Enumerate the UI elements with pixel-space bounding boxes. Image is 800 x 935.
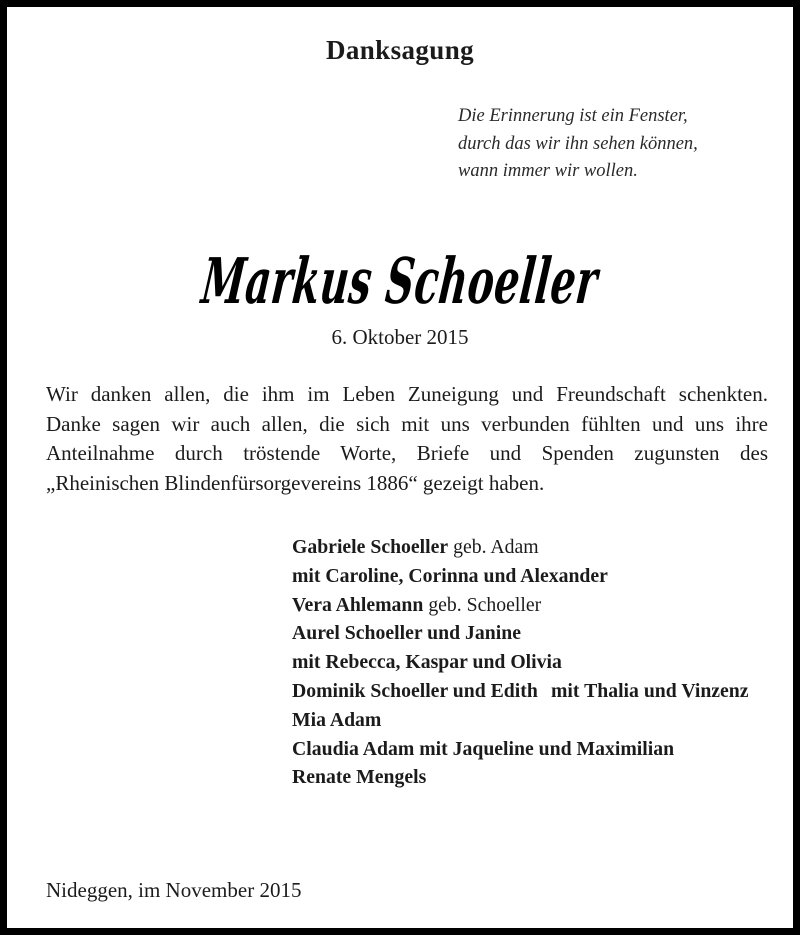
family-name: Renate Mengels	[292, 766, 427, 789]
verse-line-2: durch das wir ihn sehen können,	[458, 133, 698, 154]
body-line-4: „Rheinischen Blindenfürsorgevereins 1886“ gezeigt haben.	[46, 470, 545, 495]
family-name: Vera Ahlemann	[292, 593, 424, 616]
deceased-date: 6. Oktober 2015	[331, 325, 469, 349]
family-name: Claudia Adam mit Jaqueline und Maximilian	[292, 737, 675, 760]
page-title: Danksagung	[325, 35, 475, 65]
family-signatures	[292, 533, 772, 792]
list-item	[292, 763, 426, 792]
list-item	[292, 706, 381, 735]
family-name: Dominik Schoeller und Edith	[292, 679, 538, 702]
family-name: mit Caroline, Corinna und Alexander	[292, 564, 608, 587]
body-line-1: Wir danken allen, die ihm im Leben Zuneigung und Freundschaft schenkten.	[46, 382, 768, 406]
family-name: mit Rebecca, Kaspar und Olivia	[292, 651, 562, 674]
family-maiden-name: geb. Adam	[448, 536, 539, 558]
list-item	[292, 591, 541, 620]
family-name: Aurel Schoeller und Janine	[292, 622, 521, 645]
body-line-3: Anteilnahme durch tröstende Worte, Briefe und Spenden zugunsten des	[46, 441, 768, 465]
list-item	[292, 677, 538, 706]
notice-content	[7, 7, 793, 928]
list-item	[292, 619, 521, 648]
place-and-date: Nideggen, im November 2015	[46, 878, 302, 902]
family-name: mit Thalia und Vinzenz	[551, 679, 749, 702]
body-line-2: Danke sagen wir auch allen, die sich mit uns verbunden fühlten und uns ihre	[46, 411, 768, 436]
list-item	[292, 562, 608, 591]
list-item	[292, 648, 562, 677]
deceased-name: Markus Schoeller	[198, 244, 602, 318]
thank-you-message	[46, 380, 768, 498]
family-name: Mia Adam	[292, 708, 382, 731]
list-item	[292, 533, 539, 562]
list-item	[551, 677, 749, 706]
list-item	[292, 735, 674, 764]
verse-line-1: Die Erinnerung ist ein Fenster,	[458, 106, 688, 126]
family-name: Gabriele Schoeller	[292, 536, 449, 558]
verse-line-3: wann immer wir wollen.	[458, 161, 638, 181]
memorial-verse	[458, 103, 788, 186]
family-maiden-name: geb. Schoeller	[423, 593, 542, 616]
